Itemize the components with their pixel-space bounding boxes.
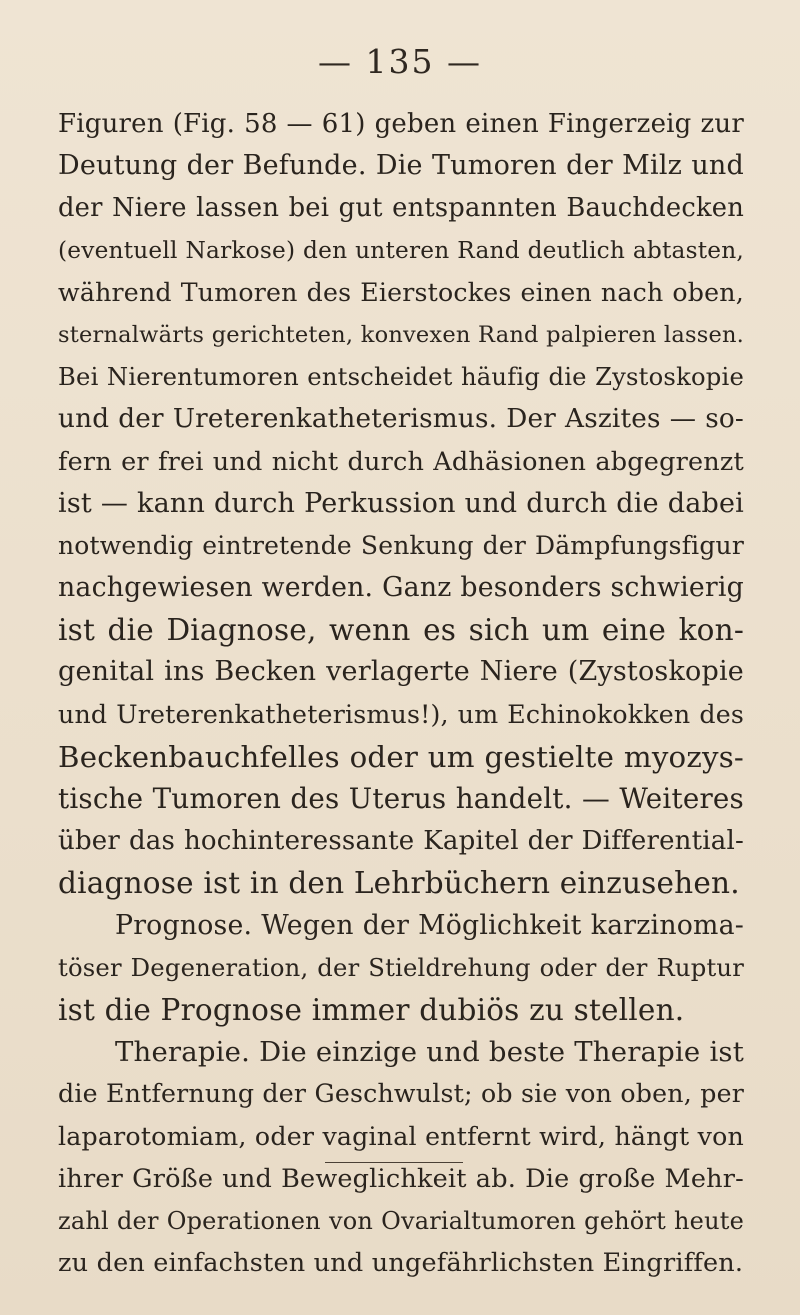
- text-line: sternalwärts gerichteten, konvexen Rand palpieren lassen.: [58, 321, 744, 348]
- text-line: töser Degeneration, der Stieldrehung oder der Ruptur: [58, 952, 744, 982]
- text-line: während Tumoren des Eierstockes einen nach oben,: [58, 277, 744, 307]
- text-line: ihrer Größe und Beweglichkeit ab. Die große Mehr-: [58, 1163, 744, 1194]
- text-line: diagnose ist in den Lehrbüchern einzusehen.: [58, 866, 740, 901]
- text-line: ist — kann durch Perkussion und durch die dabei: [58, 487, 744, 519]
- text-line: ist die Diagnose, wenn es sich um eine kon-: [58, 613, 744, 648]
- text-line: ist die Prognose immer dubiös zu stellen.: [58, 992, 685, 1027]
- text-line: der Niere lassen bei gut entspannten Bauchdecken: [58, 193, 744, 224]
- text-line: Bei Nierentumoren entscheidet häufig die Zystoskopie: [58, 362, 744, 392]
- text-line: Figuren (Fig. 58 — 61) geben einen Fingerzeig zur: [58, 109, 744, 139]
- text-line: laparotomiam, oder vaginal entfernt wird, hängt von: [58, 1121, 744, 1151]
- text-line: und Ureterenkatheterismus!), um Echinokokken des: [58, 699, 744, 729]
- text-line: zahl der Operationen von Ovarialtumoren gehört heute: [58, 1206, 744, 1235]
- text-line-prognose: Prognose. Wegen der Möglichkeit karzinoma-: [115, 909, 744, 941]
- text-line: und der Ureterenkatheterismus. Der Aszites — so-: [58, 404, 744, 435]
- text-line: tische Tumoren des Uterus handelt. — Weiteres: [58, 782, 744, 815]
- body-text: [58, 103, 744, 1284]
- text-line: Deutung der Befunde. Die Tumoren der Milz und: [58, 150, 744, 182]
- section-divider: [325, 1162, 463, 1163]
- text-line: notwendig eintretende Senkung der Dämpfungsfigur: [58, 530, 744, 560]
- text-line: über das hochinteressante Kapitel der Differential-: [58, 826, 744, 857]
- text-line: fern er frei und nicht durch Adhäsionen abgegrenzt: [58, 446, 744, 477]
- page-number: — 135 —: [318, 42, 482, 81]
- text-line: nachgewiesen werden. Ganz besonders schwierig: [58, 572, 744, 604]
- text-line: genital ins Becken verlagerte Niere (Zystoskopie: [58, 656, 744, 688]
- text-line: die Entfernung der Geschwulst; ob sie von oben, per: [58, 1079, 744, 1109]
- text-line: zu den einfachsten und ungefährlichsten Eingriffen.: [58, 1248, 744, 1279]
- text-line-therapie: Therapie. Die einzige und beste Therapie ist: [115, 1036, 744, 1069]
- text-line: (eventuell Narkose) den unteren Rand deutlich abtasten,: [58, 236, 744, 264]
- text-line: Beckenbauchfelles oder um gestielte myozys-: [58, 739, 744, 774]
